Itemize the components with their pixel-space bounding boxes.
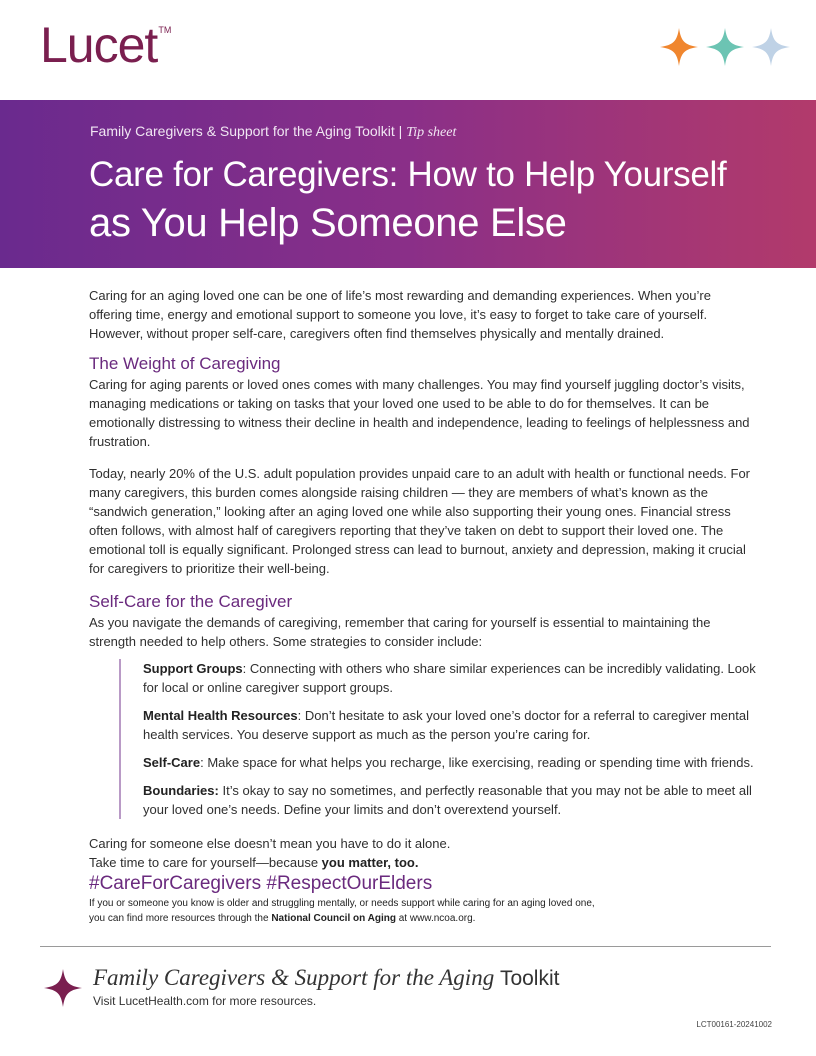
strategy-term: Self-Care xyxy=(143,755,201,770)
banner-kicker xyxy=(90,123,456,141)
resources-line-2 xyxy=(89,911,757,926)
teal-sparkle-icon xyxy=(706,28,744,66)
light-blue-sparkle-icon xyxy=(752,28,790,66)
section-heading-weight: The Weight of Caregiving xyxy=(89,354,281,373)
document-code: LCT00161-20241002 xyxy=(696,1020,772,1029)
strategy-text: Connecting with others who share similar experiences can be incredibly validating. Look for local or online caregiver support groups. xyxy=(143,661,756,695)
strategy-text: Don’t hesitate to ask your loved one’s doctor for a referral to caregiver mental health services. You deserve support as much as the person you’re caring for. xyxy=(143,708,749,742)
footer-toolkit-title xyxy=(93,963,559,994)
resources-text: you can find more resources through the xyxy=(89,913,272,924)
strategy-term: Support Groups xyxy=(143,661,243,676)
footer-divider xyxy=(40,946,771,947)
title-line-1: Care for Caregivers: How to Help Yourself xyxy=(89,155,727,194)
closing-line-2 xyxy=(89,853,757,872)
plum-sparkle-icon xyxy=(44,969,82,1007)
footer-title-plain: Toolkit xyxy=(499,967,560,990)
weight-paragraph-1: Caring for aging parents or loved ones comes with many challenges. You may find yourself juggling doctor’s visits, managing medications or taking on tasks that your loved one used to be able to do for themselves. It can be emotionally distressing to witness their decline in health and independence, leading to feelings of helplessness and frustration. xyxy=(89,377,750,449)
selfcare-intro: As you navigate the demands of caregiving, remember that caring for yourself is essential to maintaining the strength needed to help others. Some strategies to consider include: xyxy=(89,615,711,649)
decorative-stars xyxy=(660,28,790,66)
intro-paragraph: Caring for an aging loved one can be one of life’s most rewarding and demanding experiences. When you’re offering time, energy and emotional support to someone you love, it’s easy to forget to take care of yourself. However, without proper self-care, caregivers often find themselves physically and mentally drained. xyxy=(89,288,711,341)
strategy-item xyxy=(143,659,757,697)
weight-paragraph-2: Today, nearly 20% of the U.S. adult population provides unpaid care to an adult with health or functional needs. For many caregivers, this burden comes alongside raising children — they are members of what’s known as the “sandwich generation,” looking after an aging loved one while also supporting their young ones. Financial stress often follows, with almost half of caregivers reporting that they’ve taken on debt to support their loved one. The emotional toll is equally significant. Prolonged stress can lead to burnout, anxiety and depression, making it crucial for caregivers to prioritize their well-being. xyxy=(89,466,751,576)
strategy-item xyxy=(143,781,757,819)
closing-line-1: Caring for someone else doesn’t mean you have to do it alone. xyxy=(89,836,451,851)
kicker-italic: Tip sheet xyxy=(406,125,457,140)
strategy-sep: : xyxy=(200,755,208,770)
ncoa-url: at www.ncoa.org. xyxy=(395,913,476,924)
strategy-text: Make space for what helps you recharge, like exercising, reading or spending time with friends. xyxy=(207,755,754,770)
strategies-list xyxy=(119,659,757,819)
strategy-sep: : xyxy=(242,661,250,676)
orange-sparkle-icon xyxy=(660,28,698,66)
strategy-term: Boundaries: xyxy=(143,783,219,798)
strategy-item xyxy=(143,706,757,744)
page-title xyxy=(89,152,789,248)
hashtags: #CareForCaregivers #RespectOurElders xyxy=(89,873,433,894)
title-line-2: as You Help Someone Else xyxy=(89,201,567,245)
strategy-term: Mental Health Resources xyxy=(143,708,298,723)
closing-emphasis: you matter, too. xyxy=(321,855,419,870)
brand-name: Lucet xyxy=(40,17,158,73)
section-heading-selfcare: Self-Care for the Caregiver xyxy=(89,592,293,611)
closing-text: Take time to care for yourself—because xyxy=(89,855,322,870)
resources-line-1: If you or someone you know is older and struggling mentally, or needs support while caring for an aging loved one, xyxy=(89,898,595,909)
ncoa-name: National Council on Aging xyxy=(271,913,396,924)
article-body xyxy=(89,286,757,926)
footer-title-italic: Family Caregivers & Support for the Aging xyxy=(93,965,500,990)
strategy-item xyxy=(143,753,757,772)
footer-visit-text: Visit LucetHealth.com for more resources. xyxy=(93,994,317,1008)
title-banner xyxy=(0,100,816,268)
kicker-text: Family Caregivers & Support for the Aging Toolkit | xyxy=(90,123,407,139)
strategy-sep: : xyxy=(297,708,305,723)
strategy-text: It’s okay to say no sometimes, and perfectly reasonable that you may not be able to meet all your loved one’s needs. Define your limits and don’t overextend yourself. xyxy=(143,783,752,817)
lucet-logo xyxy=(40,17,172,73)
trademark-mark: TM xyxy=(158,25,172,35)
